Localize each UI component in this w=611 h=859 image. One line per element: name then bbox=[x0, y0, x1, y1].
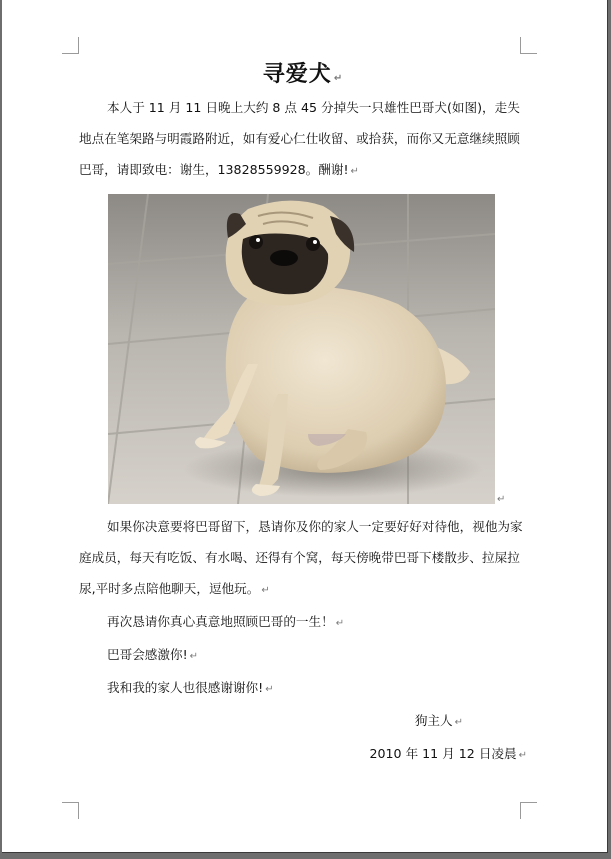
document-title: 寻爱犬 ↵ bbox=[262, 62, 344, 87]
paragraph-gratitude-pug: 巴哥会感激你! ↵ bbox=[107, 647, 199, 662]
date-line: 2010 年 11 月 12 日凌晨 ↵ bbox=[369, 746, 527, 761]
crop-mark-bottom-left bbox=[62, 802, 79, 819]
document-body[interactable] bbox=[79, 58, 527, 771]
pug-photo-graphic bbox=[108, 194, 495, 504]
crop-mark-bottom-right bbox=[520, 802, 537, 819]
paragraph-plea: 再次恳请你真心真意地照顾巴哥的一生！ ↵ bbox=[107, 614, 345, 629]
pug-photo[interactable] bbox=[108, 194, 506, 505]
crop-mark-top-left bbox=[62, 37, 79, 54]
photo-paragraph-mark: ↵ bbox=[497, 494, 506, 505]
paragraph-request: 如果你决意要将巴哥留下，恳请你及你的家人一定要好好对待他，视他为家庭成员，每天有吃饭、有水喝、还得有个窝，每天傍晚带巴哥下楼散步、拉屎拉尿,平时多点陪他聊天，逗他玩。 ↵ bbox=[79, 519, 523, 596]
paragraph-gratitude-family: 我和我的家人也很感谢谢你! ↵ bbox=[107, 680, 274, 695]
crop-mark-top-right bbox=[520, 37, 537, 54]
paragraph-lost-notice: 本人于 11 月 11 日晚上大约 8 点 45 分掉失一只雄性巴哥犬(如图)，走失地点在笔架路与明霞路附近，如有爱心仁仕收留、或拾获，而你又无意继续照顾巴哥，请即致电：谢生，13828559928。酬谢! ↵ bbox=[79, 100, 520, 177]
signature: 狗主人 ↵ bbox=[414, 713, 463, 728]
document-page bbox=[2, 0, 608, 853]
